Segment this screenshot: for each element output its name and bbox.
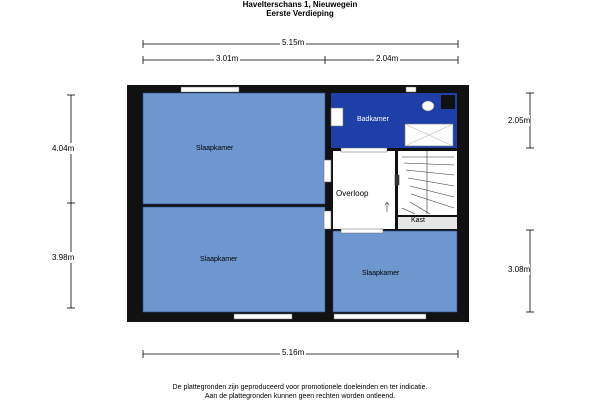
disclaimer-line-2: Aan de plattegronden kunnen geen rechten worden ontleend.	[204, 393, 396, 400]
dim-left-upper: 4.04m	[52, 144, 75, 153]
label-overloop: Overloop	[336, 189, 369, 198]
dim-top-left: 3.01m	[216, 54, 239, 63]
room-slaapkamer-1	[143, 93, 325, 204]
room-kast	[398, 217, 457, 229]
disclaimer-line-1: De plattegronden zijn geproduceerd voor promotionele doeleinden en ter indicatie.	[172, 384, 428, 391]
plan-floor: Eerste Verdieping	[266, 9, 334, 18]
stairwell	[398, 151, 457, 215]
label-slaapkamer-3: Slaapkamer	[362, 270, 400, 277]
label-kast: Kast	[411, 217, 426, 224]
dim-left-lower: 3.98m	[52, 253, 75, 262]
dim-top-right: 2.04m	[376, 54, 399, 63]
dim-bottom-total: 5.16m	[282, 348, 305, 357]
label-badkamer: Badkamer	[357, 116, 389, 123]
label-slaapkamer-1: Slaapkamer	[196, 145, 234, 152]
plan-address: Havelterschans 1, Nieuwegein	[242, 0, 358, 9]
dim-right-upper: 2.05m	[508, 116, 531, 125]
dim-top-total: 5.15m	[282, 38, 305, 47]
dim-right-lower: 3.08m	[508, 265, 531, 274]
label-slaapkamer-2: Slaapkamer	[200, 256, 238, 263]
